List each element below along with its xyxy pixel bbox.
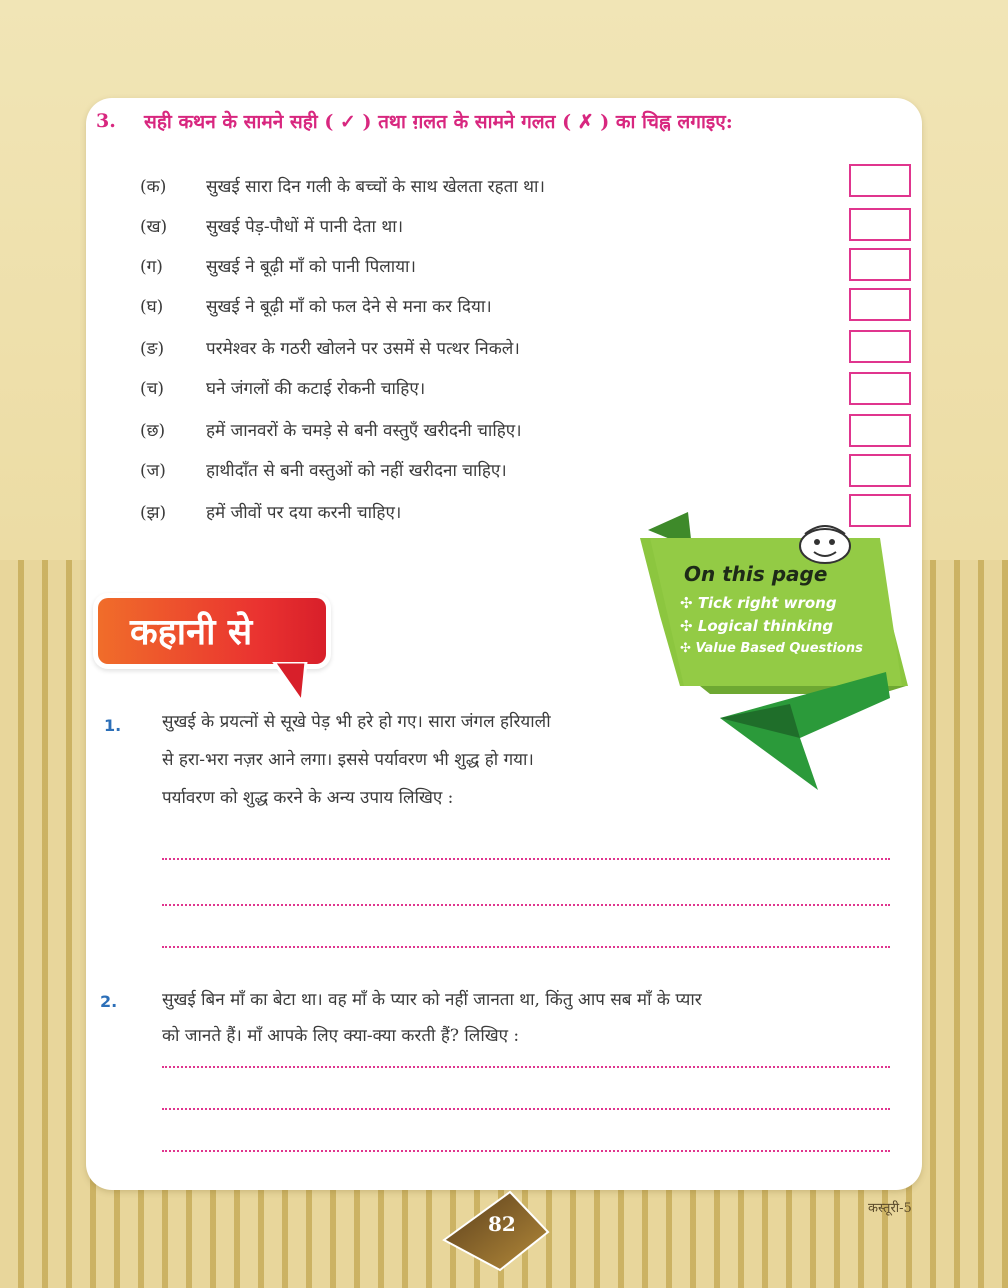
- statement-text: घने जंगलों की कटाई रोकनी चाहिए।: [206, 379, 426, 399]
- on-this-page-item-2: [680, 617, 833, 635]
- cartoon-face-icon: [800, 526, 850, 563]
- answer-line[interactable]: [162, 858, 890, 860]
- book-label: कस्तूरी-5: [868, 1201, 912, 1216]
- statement-text: हाथीदाँत से बनी वस्तुओं को नहीं खरीदना चाहिए।: [206, 461, 507, 481]
- answer-box-chha[interactable]: [849, 414, 911, 447]
- statement-text: हमें जीवों पर दया करनी चाहिए।: [206, 503, 402, 523]
- statement-jha: [140, 500, 401, 523]
- question-1-number: 1.: [104, 716, 122, 735]
- question-1-line-3: पर्यावरण को शुद्ध करने के अन्य उपाय लिखिए :: [162, 788, 454, 808]
- answer-line[interactable]: [162, 904, 890, 906]
- on-this-page-item-text: Tick right wrong: [697, 594, 837, 612]
- statement-text: सुखई ने बूढ़ी माँ को फल देने से मना कर दिया।: [206, 297, 492, 317]
- question-2-line-1: सुखई बिन माँ का बेटा था। वह माँ के प्यार को नहीं जानता था, किंतु आप सब माँ के प्यार: [162, 990, 702, 1010]
- statement-chha: [140, 418, 522, 441]
- statement-label: (ग): [140, 257, 163, 277]
- answer-box-cha[interactable]: [849, 372, 911, 405]
- bullet-icon: ✣: [680, 641, 691, 656]
- answer-box-ga[interactable]: [849, 248, 911, 281]
- on-this-page-item-3: [680, 641, 863, 656]
- section-banner-title: कहानी से: [130, 611, 253, 653]
- statement-label: (क): [140, 177, 167, 197]
- on-this-page-item-text: Value Based Questions: [695, 641, 863, 656]
- bullet-icon: ✣: [680, 594, 693, 612]
- statement-label: (घ): [140, 297, 164, 317]
- page-number: 82: [488, 1212, 516, 1236]
- statement-label: (झ): [140, 503, 167, 523]
- statement-ja: [140, 458, 507, 481]
- question-2-line-2: को जानते हैं। माँ आपके लिए क्या-क्या करती हैं? लिखिए :: [162, 1026, 520, 1046]
- statement-gha: [140, 294, 492, 317]
- statement-text: हमें जानवरों के चमड़े से बनी वस्तुएँ खरीदनी चाहिए।: [206, 421, 522, 441]
- statement-cha: [140, 376, 425, 399]
- on-this-page-item-text: Logical thinking: [697, 617, 834, 635]
- statement-nga: [140, 336, 520, 359]
- question-3-number: 3.: [96, 110, 116, 132]
- answer-line[interactable]: [162, 1150, 890, 1152]
- bullet-icon: ✣: [680, 617, 693, 635]
- question-1-line-2: से हरा-भरा नज़र आने लगा। इससे पर्यावरण भी शुद्ध हो गया।: [162, 750, 534, 770]
- statement-ka: [140, 174, 545, 197]
- statement-ga: [140, 254, 416, 277]
- answer-line[interactable]: [162, 1108, 890, 1110]
- statement-text: सुखई सारा दिन गली के बच्चों के साथ खेलता रहता था।: [206, 177, 545, 197]
- statement-label: (ज): [140, 461, 166, 481]
- statement-text: परमेश्वर के गठरी खोलने पर उसमें से पत्थर निकले।: [206, 339, 520, 359]
- question-1-line-1: सुखई के प्रयत्नों से सूखे पेड़ भी हरे हो गए। सारा जंगल हरियाली: [162, 712, 551, 732]
- statement-kha: [140, 214, 403, 237]
- answer-line[interactable]: [162, 946, 890, 948]
- answer-box-nga[interactable]: [849, 330, 911, 363]
- question-2-number: 2.: [100, 992, 118, 1011]
- statement-text: सुखई पेड़-पौधों में पानी देता था।: [206, 217, 404, 237]
- statement-text: सुखई ने बूढ़ी माँ को पानी पिलाया।: [206, 257, 416, 277]
- statement-label: (ख): [140, 217, 168, 237]
- on-this-page-item-1: [680, 594, 837, 612]
- question-3-instruction: सही कथन के सामने सही ( ✓ ) तथा ग़लत के सामने गलत ( ✗ ) का चिह्न लगाइए:: [144, 111, 733, 133]
- statement-label: (ङ): [140, 339, 165, 359]
- on-this-page-ribbon: [640, 508, 940, 818]
- answer-box-gha[interactable]: [849, 288, 911, 321]
- answer-box-ja[interactable]: [849, 454, 911, 487]
- answer-box-ka[interactable]: [849, 164, 911, 197]
- statement-label: (च): [140, 379, 165, 399]
- statement-label: (छ): [140, 421, 166, 441]
- speech-tail-icon: [270, 662, 310, 706]
- section-banner: [98, 598, 330, 668]
- on-this-page-title: On this page: [684, 562, 828, 586]
- answer-box-kha[interactable]: [849, 208, 911, 241]
- answer-line[interactable]: [162, 1066, 890, 1068]
